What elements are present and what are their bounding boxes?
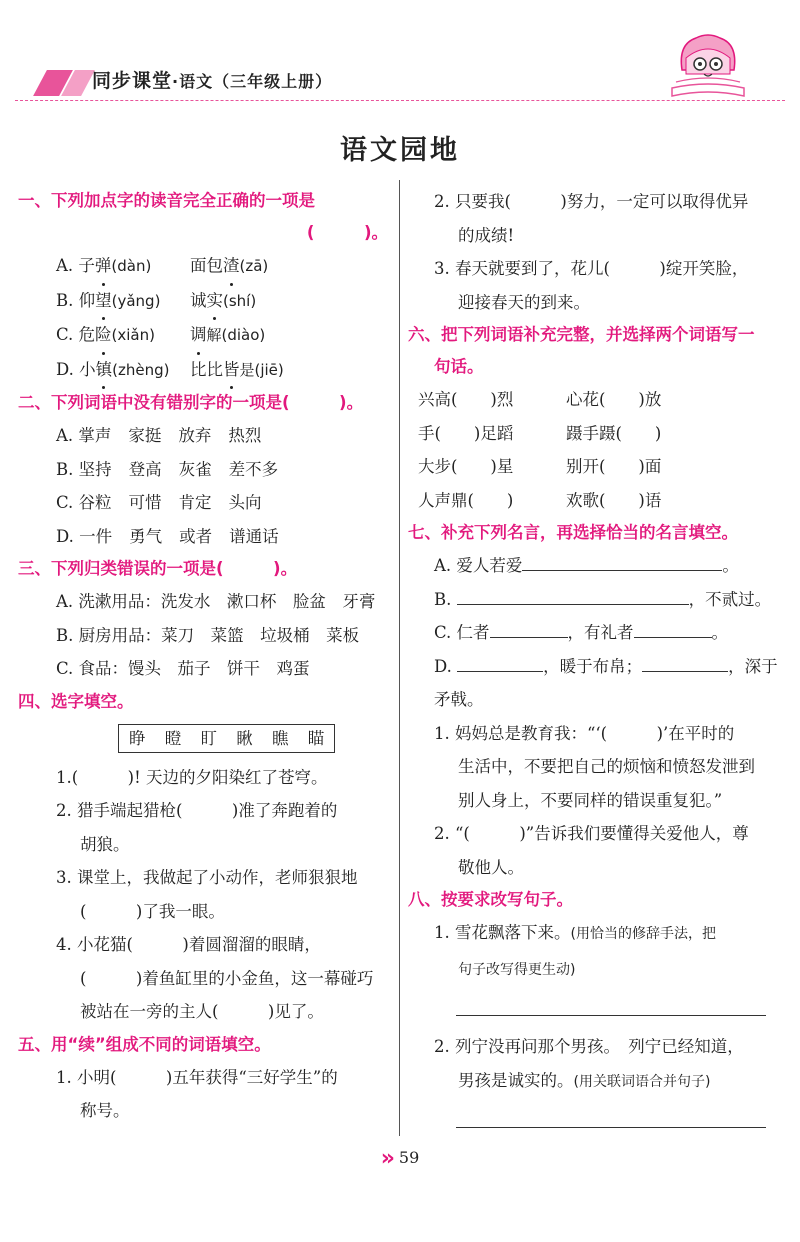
page-header bbox=[0, 0, 800, 110]
question-line: 1. 妈妈总是教育我：“‘( )’在平时的 bbox=[434, 723, 735, 743]
question-line: 1. 小明( )五年获得“三好学生”的 bbox=[56, 1067, 338, 1087]
fill-blank[interactable] bbox=[457, 655, 543, 672]
section-2-title: 二、下列词语中没有错别字的一项是( )。 bbox=[18, 393, 364, 412]
quote-d: D. ，暖于布帛； ，深于 bbox=[434, 656, 778, 676]
page-title: 语文园地 bbox=[340, 135, 460, 166]
question-line: 男孩是诚实的。(用关联词语合并句子) bbox=[458, 1070, 711, 1090]
question-line: 称号。 bbox=[80, 1101, 130, 1120]
question-line: 迎接春天的到来。 bbox=[458, 292, 590, 312]
column-divider bbox=[399, 180, 400, 1136]
question-line: 3. 课堂上，我做起了小动作，老师狠狠地 bbox=[56, 868, 358, 887]
left-column bbox=[18, 185, 390, 1128]
answer-line[interactable] bbox=[456, 1001, 766, 1016]
page-number: 59 bbox=[398, 1148, 420, 1167]
question-line: 胡狼。 bbox=[80, 834, 130, 854]
word-row: 手( )足蹈 蹑手蹑( ) bbox=[418, 423, 662, 443]
question-line: 别人身上，不要同样的错误重复犯。” bbox=[458, 790, 723, 810]
option-row: B. 坚持 登高 灰雀 差不多 bbox=[56, 459, 279, 479]
question-line: 1.( )! 天边的夕阳染红了苍穹。 bbox=[56, 767, 328, 787]
option-row: B. 仰望(yǎng) 诚实(shí) bbox=[18, 284, 390, 319]
question-line: 敬他人。 bbox=[458, 857, 524, 877]
section-1-answer-blank[interactable]: ( )。 bbox=[306, 223, 388, 242]
option-row: D. 一件 勇气 或者 谱通话 bbox=[56, 526, 279, 546]
fill-blank[interactable] bbox=[634, 621, 712, 638]
section-6-title-cont: 句话。 bbox=[434, 357, 484, 376]
book-mascot-icon bbox=[668, 30, 748, 102]
question-line: 被站在一旁的主人( )见了。 bbox=[80, 1002, 324, 1021]
word-row: 兴高( )烈 心花( )放 bbox=[418, 390, 662, 409]
section-5-title: 五、用“续”组成不同的词语填空。 bbox=[18, 1034, 271, 1054]
quote-c: C. 仁者 ，有礼者 。 bbox=[434, 623, 729, 642]
option-row: B. 厨房用品：菜刀 菜篮 垃圾桶 菜板 bbox=[56, 625, 360, 645]
word-row: 大步( )星 别开( )面 bbox=[418, 457, 662, 476]
question-line: 3. 春天就要到了，花儿( )绽开笑脸， bbox=[434, 259, 749, 278]
question-line: 2. “( )”告诉我们要懂得关爱他人，尊 bbox=[434, 824, 749, 843]
double-chevron-right-icon: » bbox=[380, 1146, 395, 1171]
section-8-title: 八、按要求改写句子。 bbox=[408, 890, 573, 909]
option-row: A. 子弹(dàn) 面包渣(zā) bbox=[18, 249, 390, 284]
fill-blank[interactable] bbox=[457, 588, 689, 605]
option-row: D. 小镇(zhèng) 比比皆是(jiē) bbox=[18, 353, 390, 388]
option-row: C. 食品：馒头 茄子 饼干 鸡蛋 bbox=[56, 659, 310, 678]
section-1-title: 一、下列加点字的读音完全正确的一项是 bbox=[18, 191, 315, 210]
question-line: 2. 列宁没再问那个男孩。 列宁已经知道， bbox=[434, 1037, 744, 1056]
word-row: 人声鼎( ) 欢歌( )语 bbox=[418, 490, 662, 510]
right-column bbox=[408, 185, 778, 1128]
question-line: 1. 雪花飘落下来。(用恰当的修辞手法，把 bbox=[434, 923, 716, 942]
quote-a: A. 爱人若爱 。 bbox=[434, 556, 739, 575]
option-row: C. 危险(xiǎn) 调解(diào) bbox=[18, 318, 390, 353]
option-row: C. 谷粒 可惜 肯定 头向 bbox=[56, 493, 262, 512]
question-line: 生活中，不要把自己的烦恼和愤怒发泄到 bbox=[458, 757, 755, 776]
quote-b: B. ，不贰过。 bbox=[434, 589, 772, 609]
page-footer bbox=[0, 1146, 800, 1171]
character-choice-box: 睁 瞪 盯 瞅 瞧 瞄 bbox=[118, 724, 335, 753]
option-row: A. 掌声 家挺 放弃 热烈 bbox=[56, 426, 262, 445]
fill-blank[interactable] bbox=[642, 655, 728, 672]
section-4-title: 四、选字填空。 bbox=[18, 691, 134, 711]
section-6-title: 六、把下列词语补充完整，并选择两个词语写一 bbox=[408, 325, 755, 344]
section-3-title: 三、下列归类错误的一项是( )。 bbox=[18, 559, 298, 578]
header-title: 同步课堂·语文（三年级上册） bbox=[92, 70, 333, 92]
section-7-title: 七、补充下列名言，再选择恰当的名言填空。 bbox=[408, 523, 738, 542]
option-row: A. 洗漱用品：洗发水 漱口杯 脸盆 牙膏 bbox=[56, 592, 376, 611]
question-line: 2. 猎手端起猎枪( )准了奔跑着的 bbox=[56, 801, 338, 820]
question-line: ( )了我一眼。 bbox=[80, 901, 225, 921]
fill-blank[interactable] bbox=[522, 554, 722, 571]
answer-line[interactable] bbox=[456, 1113, 766, 1128]
quote-d-cont: 矛戟。 bbox=[434, 690, 484, 709]
question-line: ( )着鱼缸里的小金鱼，这一幕碰巧 bbox=[80, 968, 374, 988]
question-line: 2. 只要我( )努力，一定可以取得优异 bbox=[434, 192, 749, 211]
question-line: 4. 小花猫( )着圆溜溜的眼睛， bbox=[56, 935, 321, 954]
question-line: 句子改写得更生动) bbox=[458, 961, 576, 978]
fill-blank[interactable] bbox=[490, 621, 568, 638]
question-line: 的成绩! bbox=[458, 225, 515, 245]
